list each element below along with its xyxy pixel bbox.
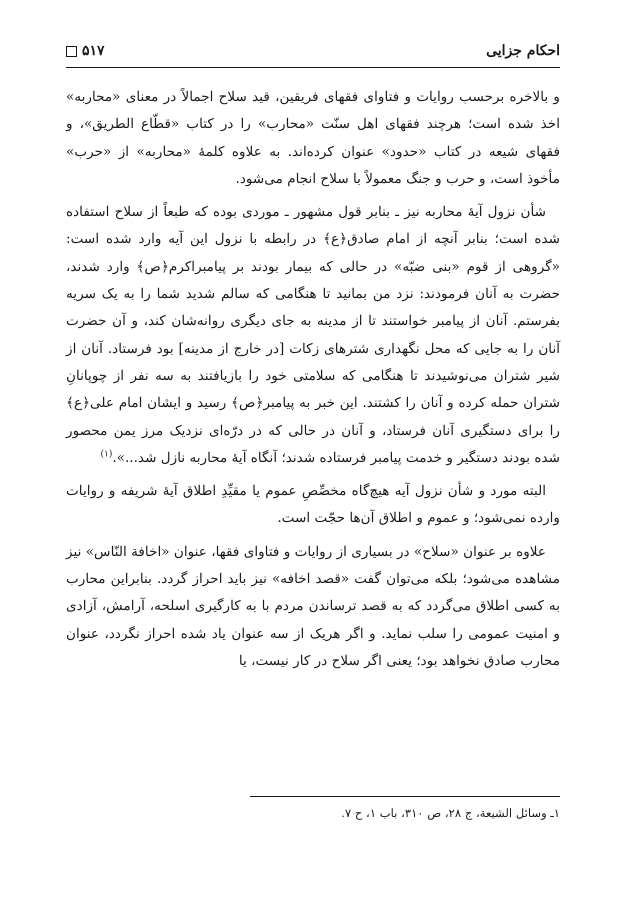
paragraph-2 bbox=[66, 199, 560, 472]
paragraph-1: و بالاخره برحسب روایات و فتاوای فقهای فریقین، قید سلاح اجمالاً در معنای «محاربه» اخذ شده است؛ هرچند فقهای اهل سنّت «محارب» را در کتاب «قطّاع الطریق»، و فقهای شیعه در کتاب «حدود» عنوان کرده‌اند. به علاوه کلمهٔ «محاربه» از «حرب» مأخوذ است، و حرب و جنگ معمولاً با سلاح انجام می‌شود. bbox=[66, 89, 560, 187]
header-rule bbox=[66, 67, 560, 68]
paragraph-4: علاوه بر عنوان «سلاح» در بسیاری از روایات و فتاوای فقها، عنوان «اخافة النّاس» نیز مشاهده می‌شود؛ بلکه می‌توان گفت «قصد اخافه» نیز باید احراز گردد. بنابراین محارب به کسی اطلاق می‌گردد که به قصد ترساندن مردم با به کارگیری اسلحه، آرامش، آزادی و امنیت عمومی را سلب نماید. و اگر هریک از سه عنوان یاد شده احراز نگردد، عنوان محارب صادق نخواهد بود؛ یعنی اگر سلاح در کار نیست، یا bbox=[66, 543, 560, 669]
paragraph-3: البته مورد و شأن نزول آیه هیچ‌گاه مخصِّصِ عموم یا مقیِّدِ اطلاق آیهٔ شریفه و روایات وارده نمی‌شود؛ و عموم و اطلاق آن‌ها حجّت است. bbox=[66, 483, 560, 527]
running-title: احکام جزایی bbox=[486, 43, 560, 59]
footnote-rule bbox=[250, 796, 560, 797]
footnote: ۱ـ وسائل الشیعة، ج ۲۸، ص ۳۱۰، باب ۱، ح ۷. bbox=[341, 806, 560, 820]
page-header bbox=[66, 36, 560, 66]
page-number: ۵۱۷ bbox=[82, 43, 105, 59]
main-text bbox=[66, 84, 560, 681]
footnote-reference: (۱) bbox=[100, 449, 113, 460]
page-number-group bbox=[66, 43, 105, 59]
paragraph-2-text: شأن نزول آیهٔ محاربه نیز ـ بنابر قول مشهور ـ موردی بوده که طبعاً از سلاح استفاده شده است؛ بنابر آنچه از امام صادق﴿ع﴾ در رابطه با نزول این آیه وارد شده است: «گروهی از قوم «بنی ضبّه» در حالی که بیمار بودند بر پیامبراکرم﴿ص﴾ وارد شدند، حضرت به آنان فرمودند: نزد من بمانید تا هنگامی که سالم شدید شما را به یک سریه بفرستم. آنان از پیامبر خواستند تا از مدینه به جای دیگری روانه‌شان کند، و آن حضرت آنان را به جایی که محل نگهداری شترهای زکات [در خارج از مدینه] بود فرستاد. آنان از شیر شتران می‌نوشیدند تا هنگامی که سلامتی خود را بازیافتند به سه نفر از چوپانانِ شتران حمله کرده و آنان را کشتند. این خبر به پیامبر﴿ص﴾ رسید و ایشان امام علی﴿ع﴾ را برای دستگیری آنان فرستاد، و آنان در حالی که در درّه‌ای نزدیک مرز یمن محصور شده بودند دستگیر و خدمت پیامبر فرستاده شدند؛ آنگاه آیهٔ محاربه نازل شد...». bbox=[66, 204, 560, 466]
square-ornament-icon bbox=[66, 46, 77, 57]
